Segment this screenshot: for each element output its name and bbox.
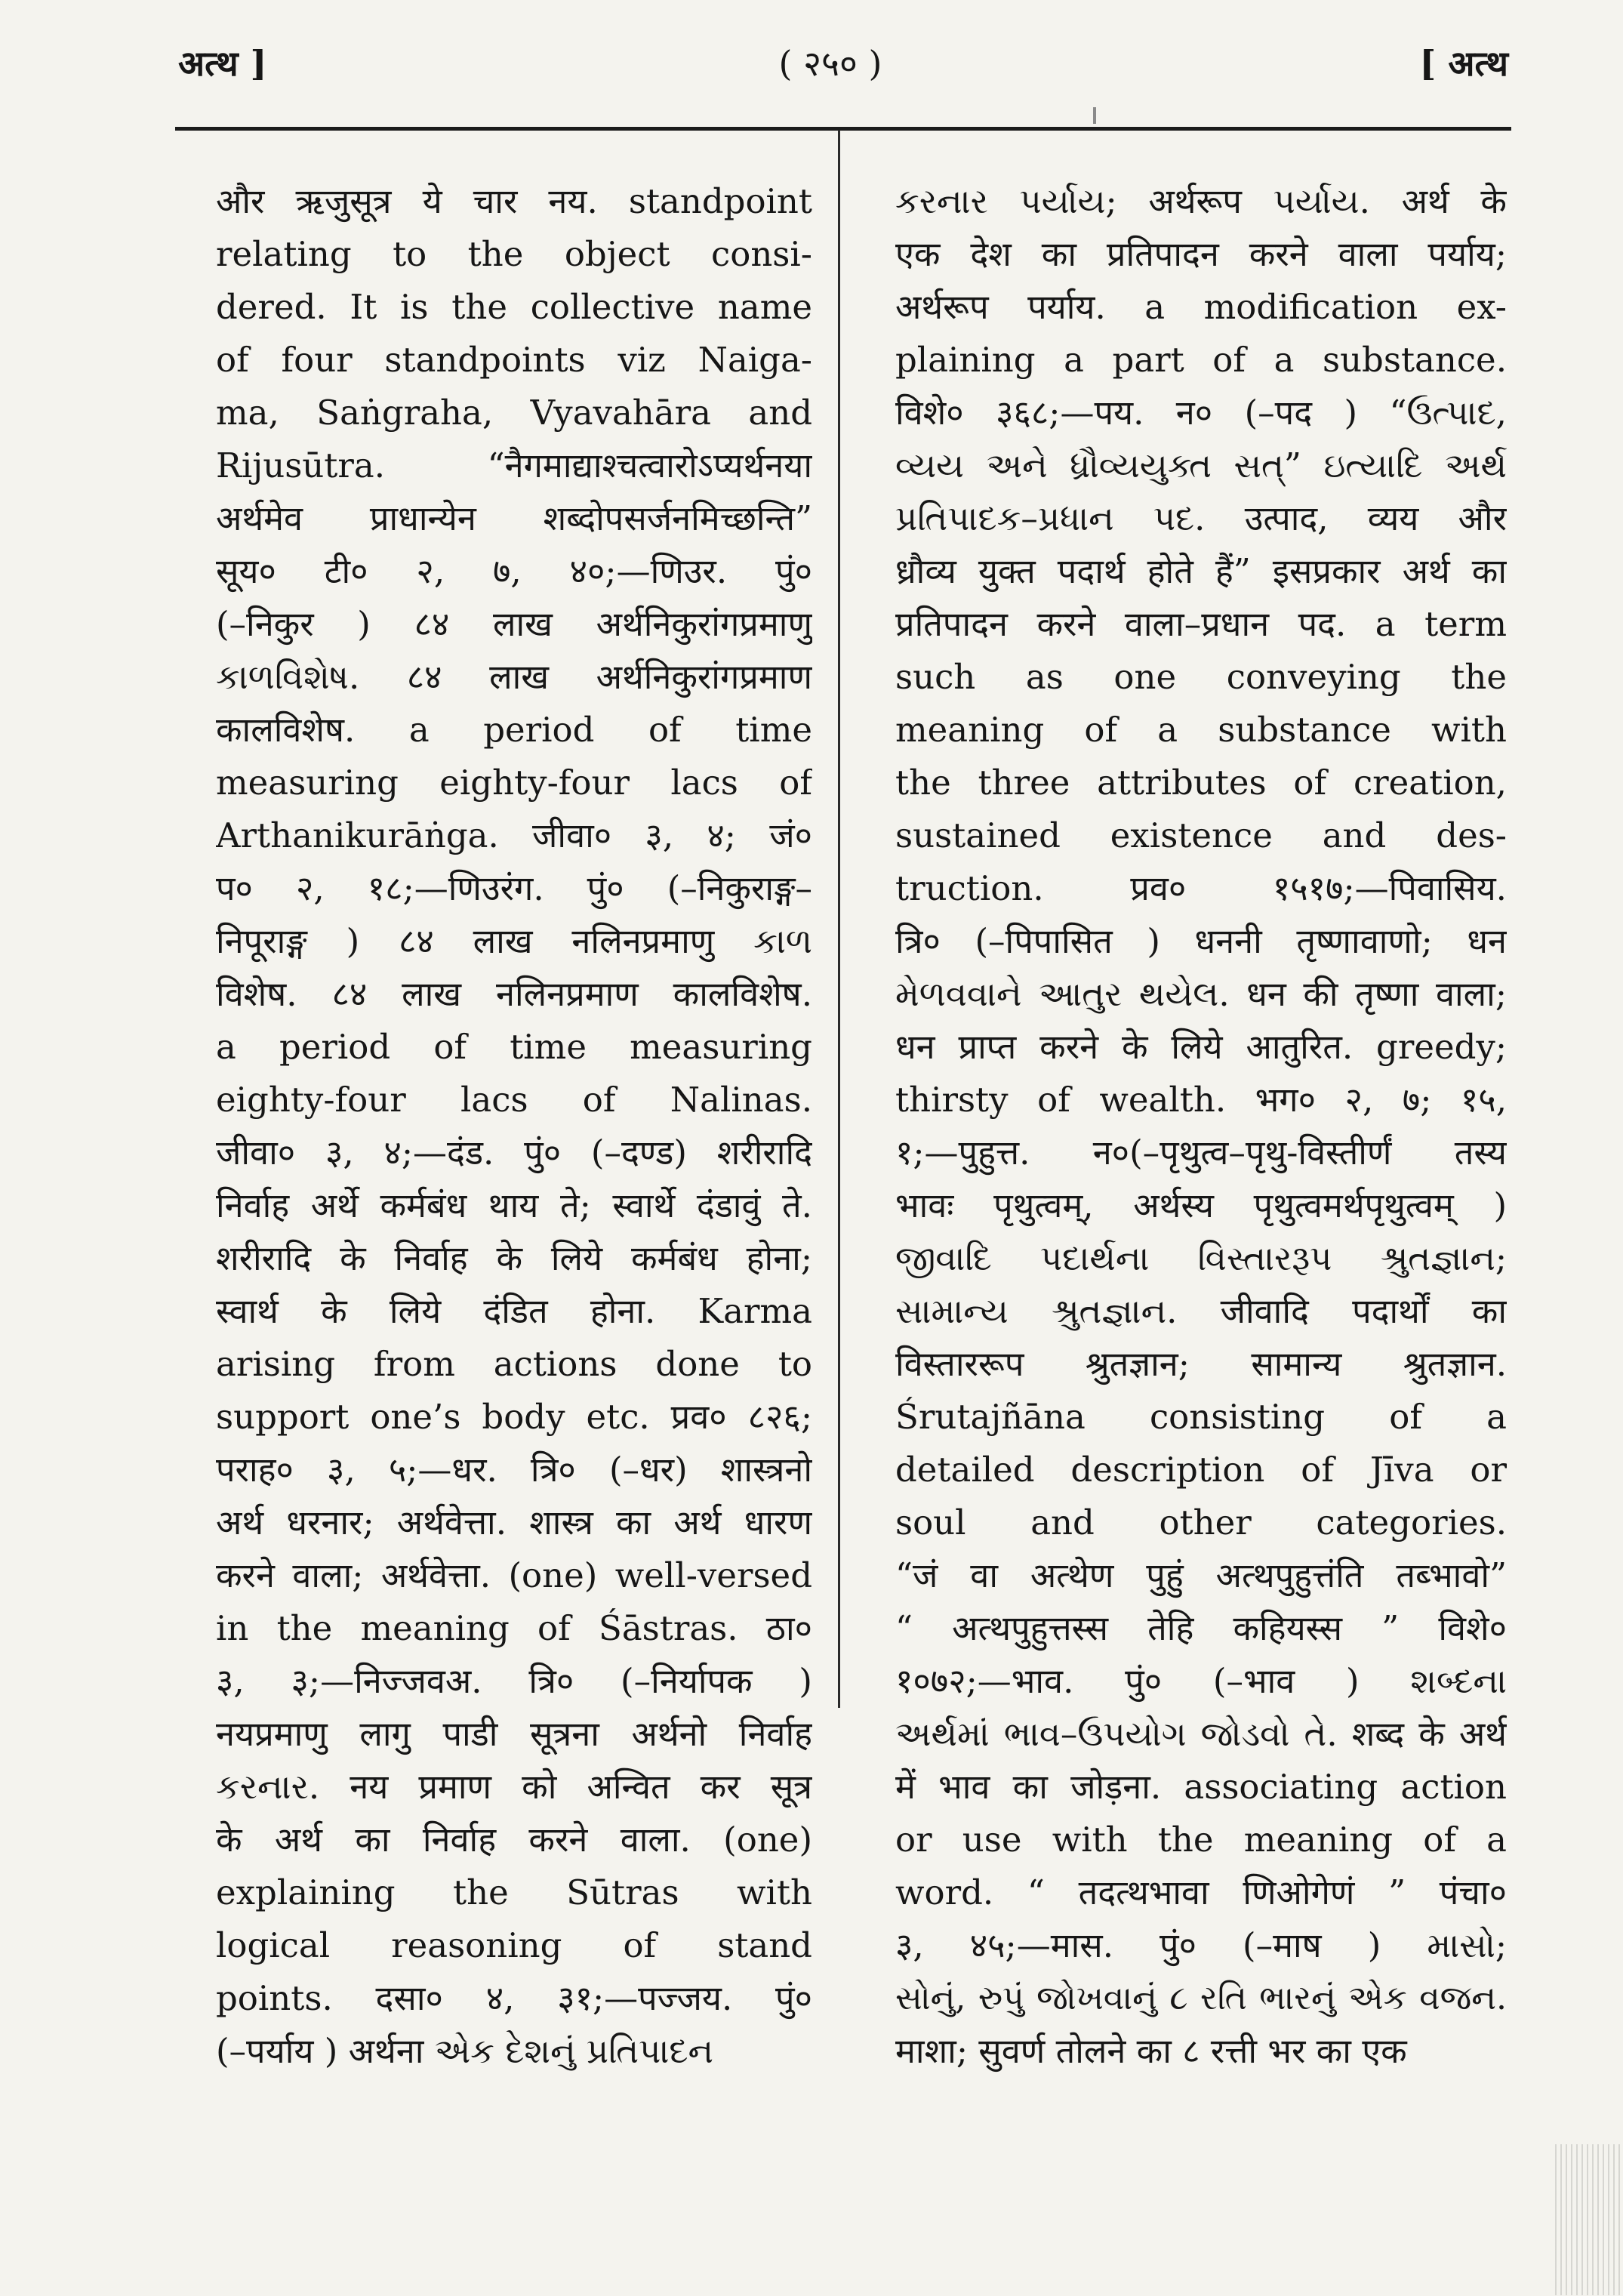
text-line: પ્રતિપાદક–પ્રધાન પદ. उत्पाद, व्यय और — [895, 498, 1507, 538]
text-line: સામાન્ય શ્રુતજ્ઞાન. जीवादि पदार्थों का — [895, 1291, 1507, 1331]
text-line: of four standpoints viz Naiga- — [216, 340, 812, 380]
text-line: प्रतिपादन करने वाला–प्रधान पद. a term — [895, 604, 1507, 644]
text-line: भावः पृथुत्वम्, अर्थस्य पृथुत्वमर्थपृथुत्वम् ) — [895, 1185, 1507, 1225]
right-column — [895, 175, 1507, 2078]
text-line: word. “ तदत्थभावा णिओगेणं ” पंचा० — [895, 1872, 1507, 1912]
text-line: dered. It is the collective name — [216, 287, 812, 327]
text-line: મેળવવાને આતુર થયેલ. धन की तृष्णा वाला; — [895, 974, 1507, 1014]
left-column — [216, 175, 812, 2078]
text-line: સોનું, રુપું જોખવાનું ૮ રતિ ભારનું એક વજન. — [895, 1979, 1507, 2017]
text-line: Arthanikurāṅga. जीवा० ३, ४; जं० — [216, 815, 812, 855]
text-line: में भाव का जोड़ना. associating action — [895, 1767, 1507, 1807]
text-line: कालविशेष. a period of time — [216, 710, 812, 750]
text-line: explaining the Sūtras with — [216, 1872, 812, 1912]
text-line: नयप्रमाणु लागु पाडी सूत्रना अर्थनो निर्वाह — [216, 1714, 812, 1754]
text-line: जीवा० ३, ४;—दंड. पुं० (–दण्ड) शरीरादि — [216, 1133, 812, 1173]
text-line: अर्थ धरनार; अर्थवेत्ता. शास्त्र का अर्थ धारण — [216, 1502, 812, 1542]
text-line: measuring eighty-four lacs of — [216, 763, 812, 803]
text-line: “ अत्थपुहुत्तस्स तेहि कहियस्स ” विशे० — [895, 1608, 1507, 1648]
column-divider — [838, 130, 840, 1708]
text-line: एक देश का प्रतिपादन करने वाला पर्याय; — [895, 234, 1507, 274]
text-line: ध्रौव्य युक्त पदार्थ होते हैं” इसप्रकार अर्थ का — [895, 551, 1507, 591]
text-line: (–पर्याय ) अर्थना એક દેશનું પ્રતિપાદન — [216, 2031, 714, 2071]
text-line: Rijusūtra. “नैगमाद्याश्चत्वारोऽप्यर्थनया — [216, 445, 812, 485]
text-line: निर्वाह अर्थे कर्मबंध थाय ते; स्वार्थे दंडावुं ते. — [216, 1185, 812, 1225]
text-line: प० २, १८;—णिउरंग. पुं० (–निकुराङ्ग– — [216, 868, 812, 908]
text-line: १;—पुहुत्त. न०(–पृथुत्व–पृथु-विस्तीर्णं तस्य — [895, 1133, 1507, 1173]
text-line: त्रि० (–पिपासित ) धननी तृष्णावाणो; धन — [895, 921, 1507, 961]
text-line: the three attributes of creation, — [895, 763, 1507, 803]
text-line: points. दसा० ४, ३१;—पज्जय. पुं० — [216, 1978, 812, 2018]
text-line: sustained existence and des- — [895, 815, 1507, 855]
text-line: eighty-four lacs of Nalinas. — [216, 1080, 812, 1120]
text-line: જીવાદિ પદાર્થના વિસ્તારરૂપ શ્રુતજ્ઞાન; — [895, 1238, 1507, 1278]
text-line: अर्थमेव प्राधान्येन शब्दोपसर्जनमिच्छन्ति” — [216, 498, 812, 538]
text-line: Śrutajñāna consisting of a — [895, 1397, 1507, 1437]
text-line: logical reasoning of stand — [216, 1925, 812, 1965]
running-head-left: अत्थ ] — [178, 43, 267, 84]
text-line: a period of time measuring — [216, 1027, 812, 1067]
header-rule — [175, 127, 1511, 131]
text-line: કાળવિશેષ. ८४ लाख अर्थनिकुरांगप्रमाण — [216, 657, 812, 697]
text-line: ३, ४५;—मास. पुं० (–माष ) માસો; — [895, 1925, 1507, 1965]
text-line: support one’s body etc. प्रव० ८२६; — [216, 1397, 812, 1437]
text-line: माशा; सुवर्ण तोलने का ८ रत्ती भर का एक — [895, 2031, 1407, 2071]
text-line: विशेष. ८४ लाख नलिनप्रमाण कालविशेष. — [216, 974, 812, 1014]
print-speck — [1093, 107, 1096, 124]
text-line: “जं वा अत्थेण पुहुं अत्थपुहुत्तंति तब्भावो” — [895, 1555, 1507, 1595]
text-line: १०७२;—भाव. पुं० (–भाव ) શબ્દના — [895, 1661, 1507, 1701]
text-line: કરનાર પર્યાય; अर्थरूप પર્યાય. अर्थ के — [895, 181, 1507, 221]
text-line: truction. प्रव० १५१७;—पिवासिय. — [895, 868, 1507, 908]
text-line: स्वार्थ के लिये दंडित होना. Karma — [216, 1291, 812, 1331]
text-line: अर्थरूप पर्याय. a modification ex- — [895, 287, 1507, 327]
text-line: पराह० ३, ५;—धर. त्रि० (–धर) शास्त्रनो — [216, 1450, 812, 1490]
text-line: relating to the object consi- — [216, 234, 812, 274]
text-line: सूय० टी० २, ७, ४०;—णिउर. पुं० — [216, 551, 812, 591]
text-line: soul and other categories. — [895, 1502, 1507, 1542]
text-line: (–निकुर ) ८४ लाख अर्थनिकुरांगप्रमाणु — [216, 604, 812, 644]
text-line: or use with the meaning of a — [895, 1820, 1507, 1860]
text-line: વ્યય અને ધ્રૌવ્યયુક્ત સત્” ઇત્યાદિ અર્થ — [895, 445, 1507, 485]
text-line: such as one conveying the — [895, 657, 1507, 697]
scan-edge-noise — [1555, 2144, 1623, 2295]
text-line: शरीरादि के निर्वाह के लिये कर्मबंध होना; — [216, 1238, 812, 1278]
text-line: detailed description of Jīva or — [895, 1450, 1507, 1490]
text-line: विस्ताररूप श्रुतज्ञान; सामान्य श्रुतज्ञान. — [895, 1344, 1507, 1384]
text-line: निपूराङ्ग ) ८४ लाख नलिनप्रमाणु કાળ — [216, 921, 812, 961]
running-head-right: [ अत्थ — [1419, 43, 1508, 84]
text-line: meaning of a substance with — [895, 710, 1507, 750]
text-line: કરનાર. नय प्रमाण को अन्वित कर सूत्र — [216, 1767, 812, 1807]
text-line: और ऋजुसूत्र ये चार नय. standpoint — [216, 181, 812, 221]
text-line: ma, Saṅgraha, Vyavahāra and — [216, 393, 812, 433]
page-number: ( २५० ) — [778, 43, 882, 84]
text-line: અર્થમાં ભાવ–ઉપયોગ જોડવો તે. शब्द के अर्थ — [895, 1714, 1507, 1754]
text-line: in the meaning of Śāstras. ठा० — [216, 1608, 812, 1648]
text-line: करने वाला; अर्थवेत्ता. (one) well-versed — [216, 1555, 812, 1595]
text-line: धन प्राप्त करने के लिये आतुरित. greedy; — [895, 1027, 1507, 1067]
text-line: के अर्थ का निर्वाह करने वाला. (one) — [216, 1820, 812, 1860]
text-line: ३, ३;—निज्जवअ. त्रि० (–निर्यापक ) — [216, 1661, 812, 1701]
text-line: arising from actions done to — [216, 1344, 812, 1384]
text-line: thirsty of wealth. भग० २, ७; १५, — [895, 1080, 1507, 1120]
text-line: plaining a part of a substance. — [895, 340, 1507, 380]
text-line: विशे० ३६८;—पय. न० (–पद ) “ઉત્પાદ, — [895, 393, 1507, 433]
